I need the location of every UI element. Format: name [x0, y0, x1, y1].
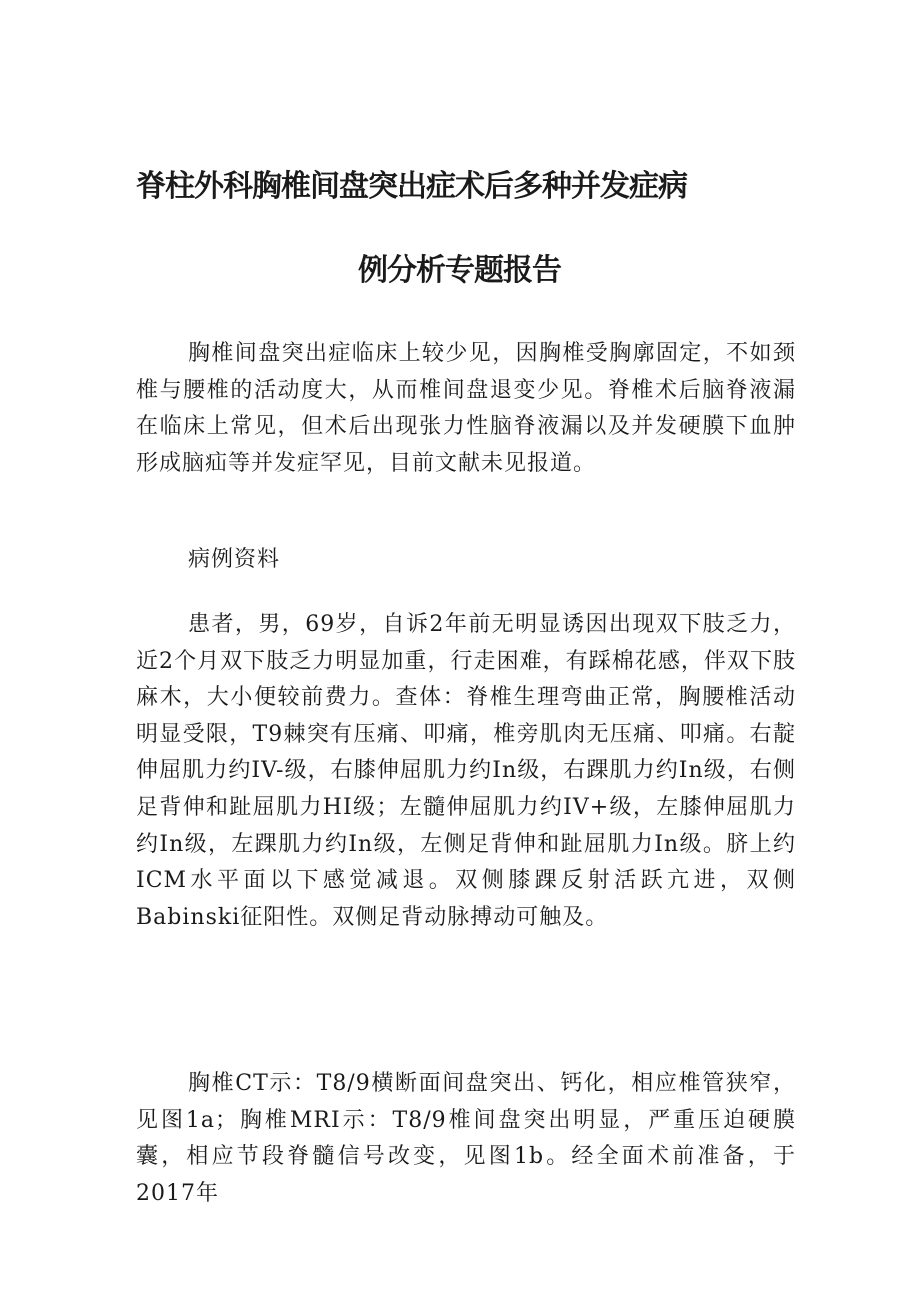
section-heading-case-data: 病例资料	[188, 547, 281, 572]
paragraph-imaging: 胸椎CT示：T8/9横断面间盘突出、钙化，相应椎管狭窄，见图1a；胸椎MRI示：T8/9椎间盘突出明显，严重压迫硬膜囊，相应节段脊髓信号改变，见图1b。经全面术前准备，于2017年	[136, 1071, 796, 1206]
paragraph-introduction: 胸椎间盘突出症临床上较少见，因胸椎受胸廓固定，不如颈椎与腰椎的活动度大，从而椎间盘退变少见。脊椎术后脑脊液漏在临床上常见，但术后出现张力性脑脊液漏以及并发硬膜下血肿形成脑疝等并发症罕见，目前文献未见报道。	[136, 341, 796, 476]
document-title-line-2: 例分析专题报告	[358, 253, 561, 288]
paragraph-patient-exam: 患者，男，69岁，自诉2年前无明显诱因出现双下肢乏力，近2个月双下肢乏力明显加重，行走困难，有踩棉花感，伴双下肢麻木，大小便较前费力。查体：脊椎生理弯曲正常，胸腰椎活动明显受限，T9棘突有压痛、叩痛，椎旁肌肉无压痛、叩痛。右靛伸屈肌力约IV-级，右膝伸屈肌力约In级，右踝肌力约In级，右侧足背伸和趾屈肌力HI级；左髓伸屈肌力约IV+级，左膝伸屈肌力约In级，左踝肌力约In级，左侧足背伸和趾屈肌力In级。脐上约ICM水平面以下感觉减退。双侧膝踝反射活跃亢进，双侧Babinski征阳性。双侧足背动脉搏动可触及。	[136, 612, 796, 930]
document-title-line-1: 脊柱外科胸椎间盘突出症术后多种并发症病	[136, 169, 687, 204]
